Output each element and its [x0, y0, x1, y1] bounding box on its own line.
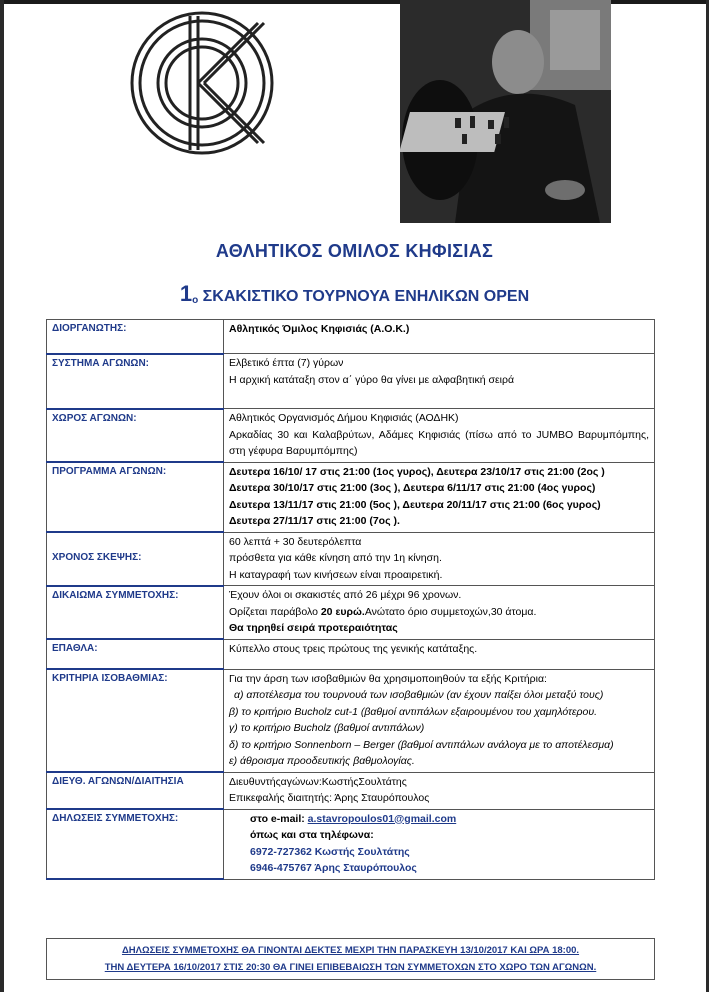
tiebreak-a: α) αποτέλεσμα του τουρνουά των ισοβαθμιών (αν έχουν παίξει όλοι μεταξύ τους) — [234, 689, 604, 701]
registration-label: ΔΗΛΩΣΕΙΣ ΣΥΜΜΕΤΟΧΗΣ: — [47, 809, 224, 879]
footer-line-1: ΔΗΛΩΣΕΙΣ ΣΥΜΜΕΤΟΧΗΣ ΘΑ ΓΙΝΟΝΤΑΙ ΔΕΚΤΕΣ ΜΕΧΡΙ ΤΗΝ ΠΑΡΑΣΚΕΥΗ 13/10/2017 ΚΑΙ ΩΡΑ 18:00. — [121, 945, 580, 956]
venue-line-1: Αθλητικός Οργανισμός Δήμου Κηφισιάς (ΑΟΔΗΚ) — [229, 412, 459, 424]
direction-line-2: Επικεφαλής διαιτητής: Άρης Σταυρόπουλος — [229, 792, 430, 804]
fee-amount: 20 ευρώ. — [320, 605, 365, 618]
row-organizer — [47, 320, 655, 354]
time-control-label: ΧΡΟΝΟΣ ΣΚΕΨΗΣ: — [47, 532, 224, 586]
left-border — [0, 0, 4, 992]
row-tiebreaks — [47, 669, 655, 772]
tiebreak-e: ε) άθροισμα προοδευτικής βαθμολογίας. — [229, 755, 415, 767]
tiebreak-b: β) το κριτήριο Bucholz cut-1 (βαθμοί αντιπάλων εξαιρουμένου του χαμηλότερου. — [229, 705, 598, 718]
schedule-label: ΠΡΟΓΡΑΜΜΑ ΑΓΩΝΩΝ: — [47, 462, 224, 532]
organizer-label: ΔΙΟΡΓΑΝΩΤΗΣ: — [47, 320, 224, 354]
system-label: ΣΥΣΤΗΜΑ ΑΓΩΝΩΝ: — [47, 354, 224, 409]
time-control-line-2: πρόσθετα για κάθε κίνηση από την 1η κίνηση. — [229, 552, 442, 564]
eligibility-line-3: Θα τηρηθεί σειρά προτεραιότητας — [229, 622, 398, 634]
subtitle-ordinal: ο — [192, 295, 199, 306]
max-participants: Ανώτατο όριο συμμετοχών,30 άτομα. — [364, 605, 537, 618]
subtitle-text: ΣΚΑΚΙΣΤΙΚΟ ΤΟΥΡΝΟΥΑ ΕΝΗΛΙΚΩΝ OPEN — [202, 288, 530, 305]
row-direction — [47, 772, 655, 809]
registration-email-line — [250, 811, 649, 828]
tiebreak-c: γ) το κριτήριο Bucholz (βαθμοί αντιπάλων) — [229, 722, 425, 734]
tiebreak-d: δ) το κριτήριο Sonnenborn – Berger (βαθμοί αντιπάλων ανάλογα με το αποτέλεσμα) — [229, 738, 614, 751]
schedule-line-2: Δευτερα 30/10/17 στις 21:00 (3ος ), Δευτερα 6/11/17 στις 21:00 (4ος γυρος) — [229, 482, 596, 494]
tiebreaks-intro: Για την άρση των ισοβαθμιών θα χρησιμοποιηθούν τα εξής Κριτήρια: — [229, 672, 547, 685]
time-control-line-1: 60 λεπτά + 30 δευτερόλεπτα — [229, 535, 362, 548]
email-link[interactable]: a.stavropoulos01@gmail.com — [307, 812, 457, 825]
row-time-control — [47, 532, 655, 586]
eligibility-label: ΔΙΚΑΙΩΜΑ ΣΥΜΜΕΤΟΧΗΣ: — [47, 586, 224, 640]
footer-notice — [46, 938, 655, 980]
tournament-info-table — [46, 319, 655, 880]
row-system — [47, 354, 655, 409]
organizer-value: Αθλητικός Όμιλος Κηφισιάς (Α.Ο.Κ.) — [229, 323, 410, 335]
direction-label: ΔΙΕΥΘ. ΑΓΩΝΩΝ/ΔΙΑΙΤΗΣΙΑ — [47, 772, 224, 809]
prizes-value: Κύπελλο στους τρεις πρώτους της γενικής κατάταξης. — [229, 642, 478, 655]
row-schedule — [47, 462, 655, 532]
schedule-line-1: Δευτερα 16/10/ 17 στις 21:00 (1ος γυρος), Δευτερα 23/10/17 στις 21:00 (2ος ) — [229, 465, 605, 478]
phone-1[interactable]: 6972-727362 Κωστής Σουλτάτης — [250, 845, 410, 858]
row-prizes — [47, 639, 655, 669]
system-line-1: Ελβετικό έπτα (7) γύρων — [229, 357, 344, 369]
schedule-line-4: Δευτερα 27/11/17 στις 21:00 (7ος ). — [229, 515, 400, 527]
tournament-subtitle — [0, 281, 709, 307]
schedule-line-3: Δευτερα 13/11/17 στις 21:00 (5ος ), Δευτερα 20/11/17 στις 21:00 (6ος γυρος) — [229, 498, 601, 511]
tiebreaks-label: ΚΡΙΤΗΡΙΑ ΙΣΟΒΑΘΜΙΑΣ: — [47, 669, 224, 772]
time-control-line-3: Η καταγραφή των κινήσεων είναι προαιρετική. — [229, 568, 443, 581]
system-line-2: Η αρχική κατάταξη στον α΄ γύρο θα γίνει με αλφαβητική σειρά — [229, 373, 515, 386]
prizes-label: ΕΠΑΘΛΑ: — [47, 639, 224, 669]
venue-label: ΧΩΡΟΣ ΑΓΩΝΩΝ: — [47, 409, 224, 463]
row-registration — [47, 809, 655, 879]
club-title: ΑΘΛΗΤΙΚΟΣ ΟΜΙΛΟΣ ΚΗΦΙΣΙΑΣ — [215, 241, 494, 261]
row-eligibility — [47, 586, 655, 640]
phones-intro: όπως και στα τηλέφωνα: — [250, 829, 374, 841]
footer-line-2: ΤΗΝ ΔΕΥΤΕΡΑ 16/10/2017 ΣΤΙΣ 20:30 ΘΑ ΓΙΝΕΙ ΕΠΙΒΕΒΑΙΩΣΗ ΤΩΝ ΣΥΜΜΕΤΟΧΩΝ ΣΤΟ ΧΩΡΟ ΤΩΝ ΑΓΩΝΩΝ. — [104, 962, 597, 973]
email-prefix: στο e-mail: — [250, 812, 308, 825]
eligibility-line-2 — [229, 604, 649, 621]
venue-line-2: Αρκαδίας 30 και Καλαβρύτων, Αδάμες Κηφισιάς (πίσω από το JUMBO Βαρυμπόμπης, στη γέφυρα Βαρυμπόμπης) — [229, 428, 649, 457]
chess-players-photo — [400, 0, 611, 223]
aok-monogram-logo — [128, 8, 276, 158]
direction-line-1: Διευθυντήςαγώνων:ΚωστήςΣουλτάτης — [229, 775, 407, 788]
eligibility-line-1: Έχουν όλοι οι σκακιστές από 26 μέχρι 96 χρονων. — [229, 589, 462, 601]
subtitle-number: 1 — [179, 281, 193, 306]
phone-2[interactable]: 6946-475767 Άρης Σταυρόπουλος — [250, 862, 417, 874]
row-venue — [47, 409, 655, 463]
fee-text: Ορίζεται παράβολο — [229, 605, 321, 618]
